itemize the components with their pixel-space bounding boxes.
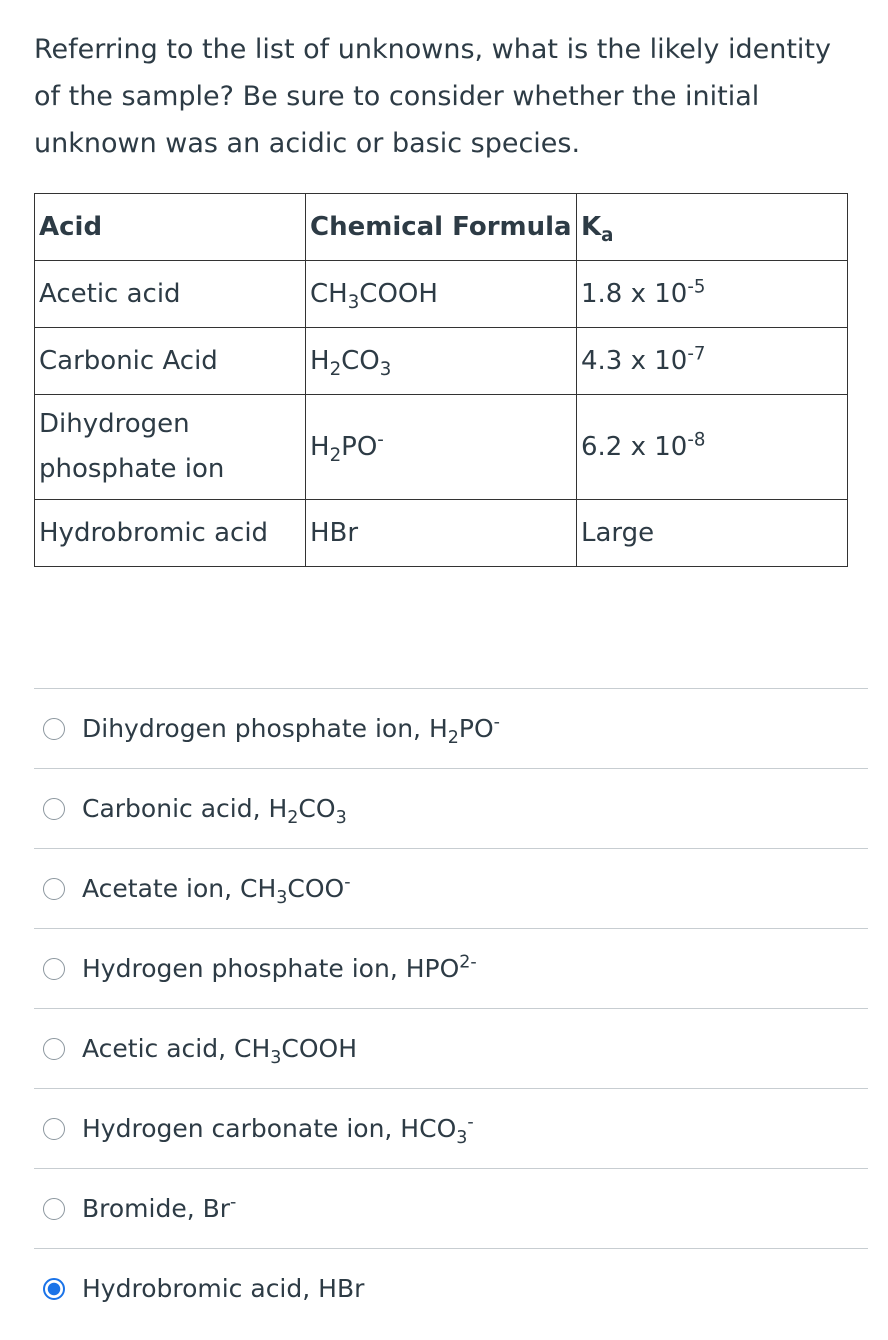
- answer-option[interactable]: [34, 688, 868, 768]
- answer-option[interactable]: [34, 1008, 868, 1088]
- table-header-row: [35, 194, 848, 261]
- answer-option[interactable]: [34, 848, 868, 928]
- cell-ka: Large: [577, 500, 848, 567]
- cell-acid: Hydrobromic acid: [35, 500, 306, 567]
- table-row: [35, 328, 848, 395]
- answer-option[interactable]: [34, 928, 868, 1008]
- radio-button[interactable]: [43, 878, 65, 900]
- answer-list: [34, 688, 868, 1328]
- cell-formula: HBr: [306, 500, 577, 567]
- header-ka: $K_a$: [577, 194, 848, 261]
- answer-label: Hydrogen phosphate ion, $HPO^{2-}$: [82, 952, 477, 983]
- cell-acid: Dihydrogen phosphate ion: [35, 395, 306, 500]
- radio-button[interactable]: [43, 1038, 65, 1060]
- answer-option[interactable]: [34, 768, 868, 848]
- radio-button-selected[interactable]: [43, 1278, 65, 1300]
- cell-formula: $H_2CO_3$: [306, 328, 577, 395]
- acid-table: [34, 193, 848, 567]
- question-text: Referring to the list of unknowns, what is the likely identity of the sample? Be sure to consider whether the initial unknown was an acidic or basic species.: [34, 34, 832, 159]
- radio-button[interactable]: [43, 958, 65, 980]
- header-formula: Chemical Formula: [306, 194, 577, 261]
- answer-label: Acetate ion, $CH_3COO^-$: [82, 872, 351, 908]
- cell-formula: $CH_3COOH$: [306, 261, 577, 328]
- table-row: [35, 261, 848, 328]
- answer-label: Carbonic acid, $H_2CO_3$: [82, 794, 347, 828]
- cell-ka: 1.8 x $10^{-5}$: [577, 261, 848, 328]
- cell-formula: $H_2PO^-$: [306, 395, 577, 500]
- answer-option-selected[interactable]: [34, 1248, 868, 1328]
- answer-label: Acetic acid, $CH_3COOH$: [82, 1034, 358, 1068]
- cell-acid: Carbonic Acid: [35, 328, 306, 395]
- header-acid: Acid: [35, 194, 306, 261]
- answer-label: Hydrogen carbonate ion, $HCO_3^-$: [82, 1112, 474, 1148]
- cell-acid: Acetic acid: [35, 261, 306, 328]
- radio-button[interactable]: [43, 1198, 65, 1220]
- cell-ka: 6.2 x $10^{-8}$: [577, 395, 848, 500]
- radio-button[interactable]: [43, 1118, 65, 1140]
- radio-button[interactable]: [43, 718, 65, 740]
- answer-label: Bromide, Br-: [82, 1192, 237, 1223]
- answer-label: Dihydrogen phosphate ion, $H_2PO^-$: [82, 712, 500, 748]
- table-row: [35, 395, 848, 500]
- radio-button[interactable]: [43, 798, 65, 820]
- answer-option[interactable]: [34, 1168, 868, 1248]
- answer-option[interactable]: [34, 1088, 868, 1168]
- answer-label: Hydrobromic acid, HBr: [82, 1274, 365, 1303]
- table-row: [35, 500, 848, 567]
- cell-ka: 4.3 x $10^{-7}$: [577, 328, 848, 395]
